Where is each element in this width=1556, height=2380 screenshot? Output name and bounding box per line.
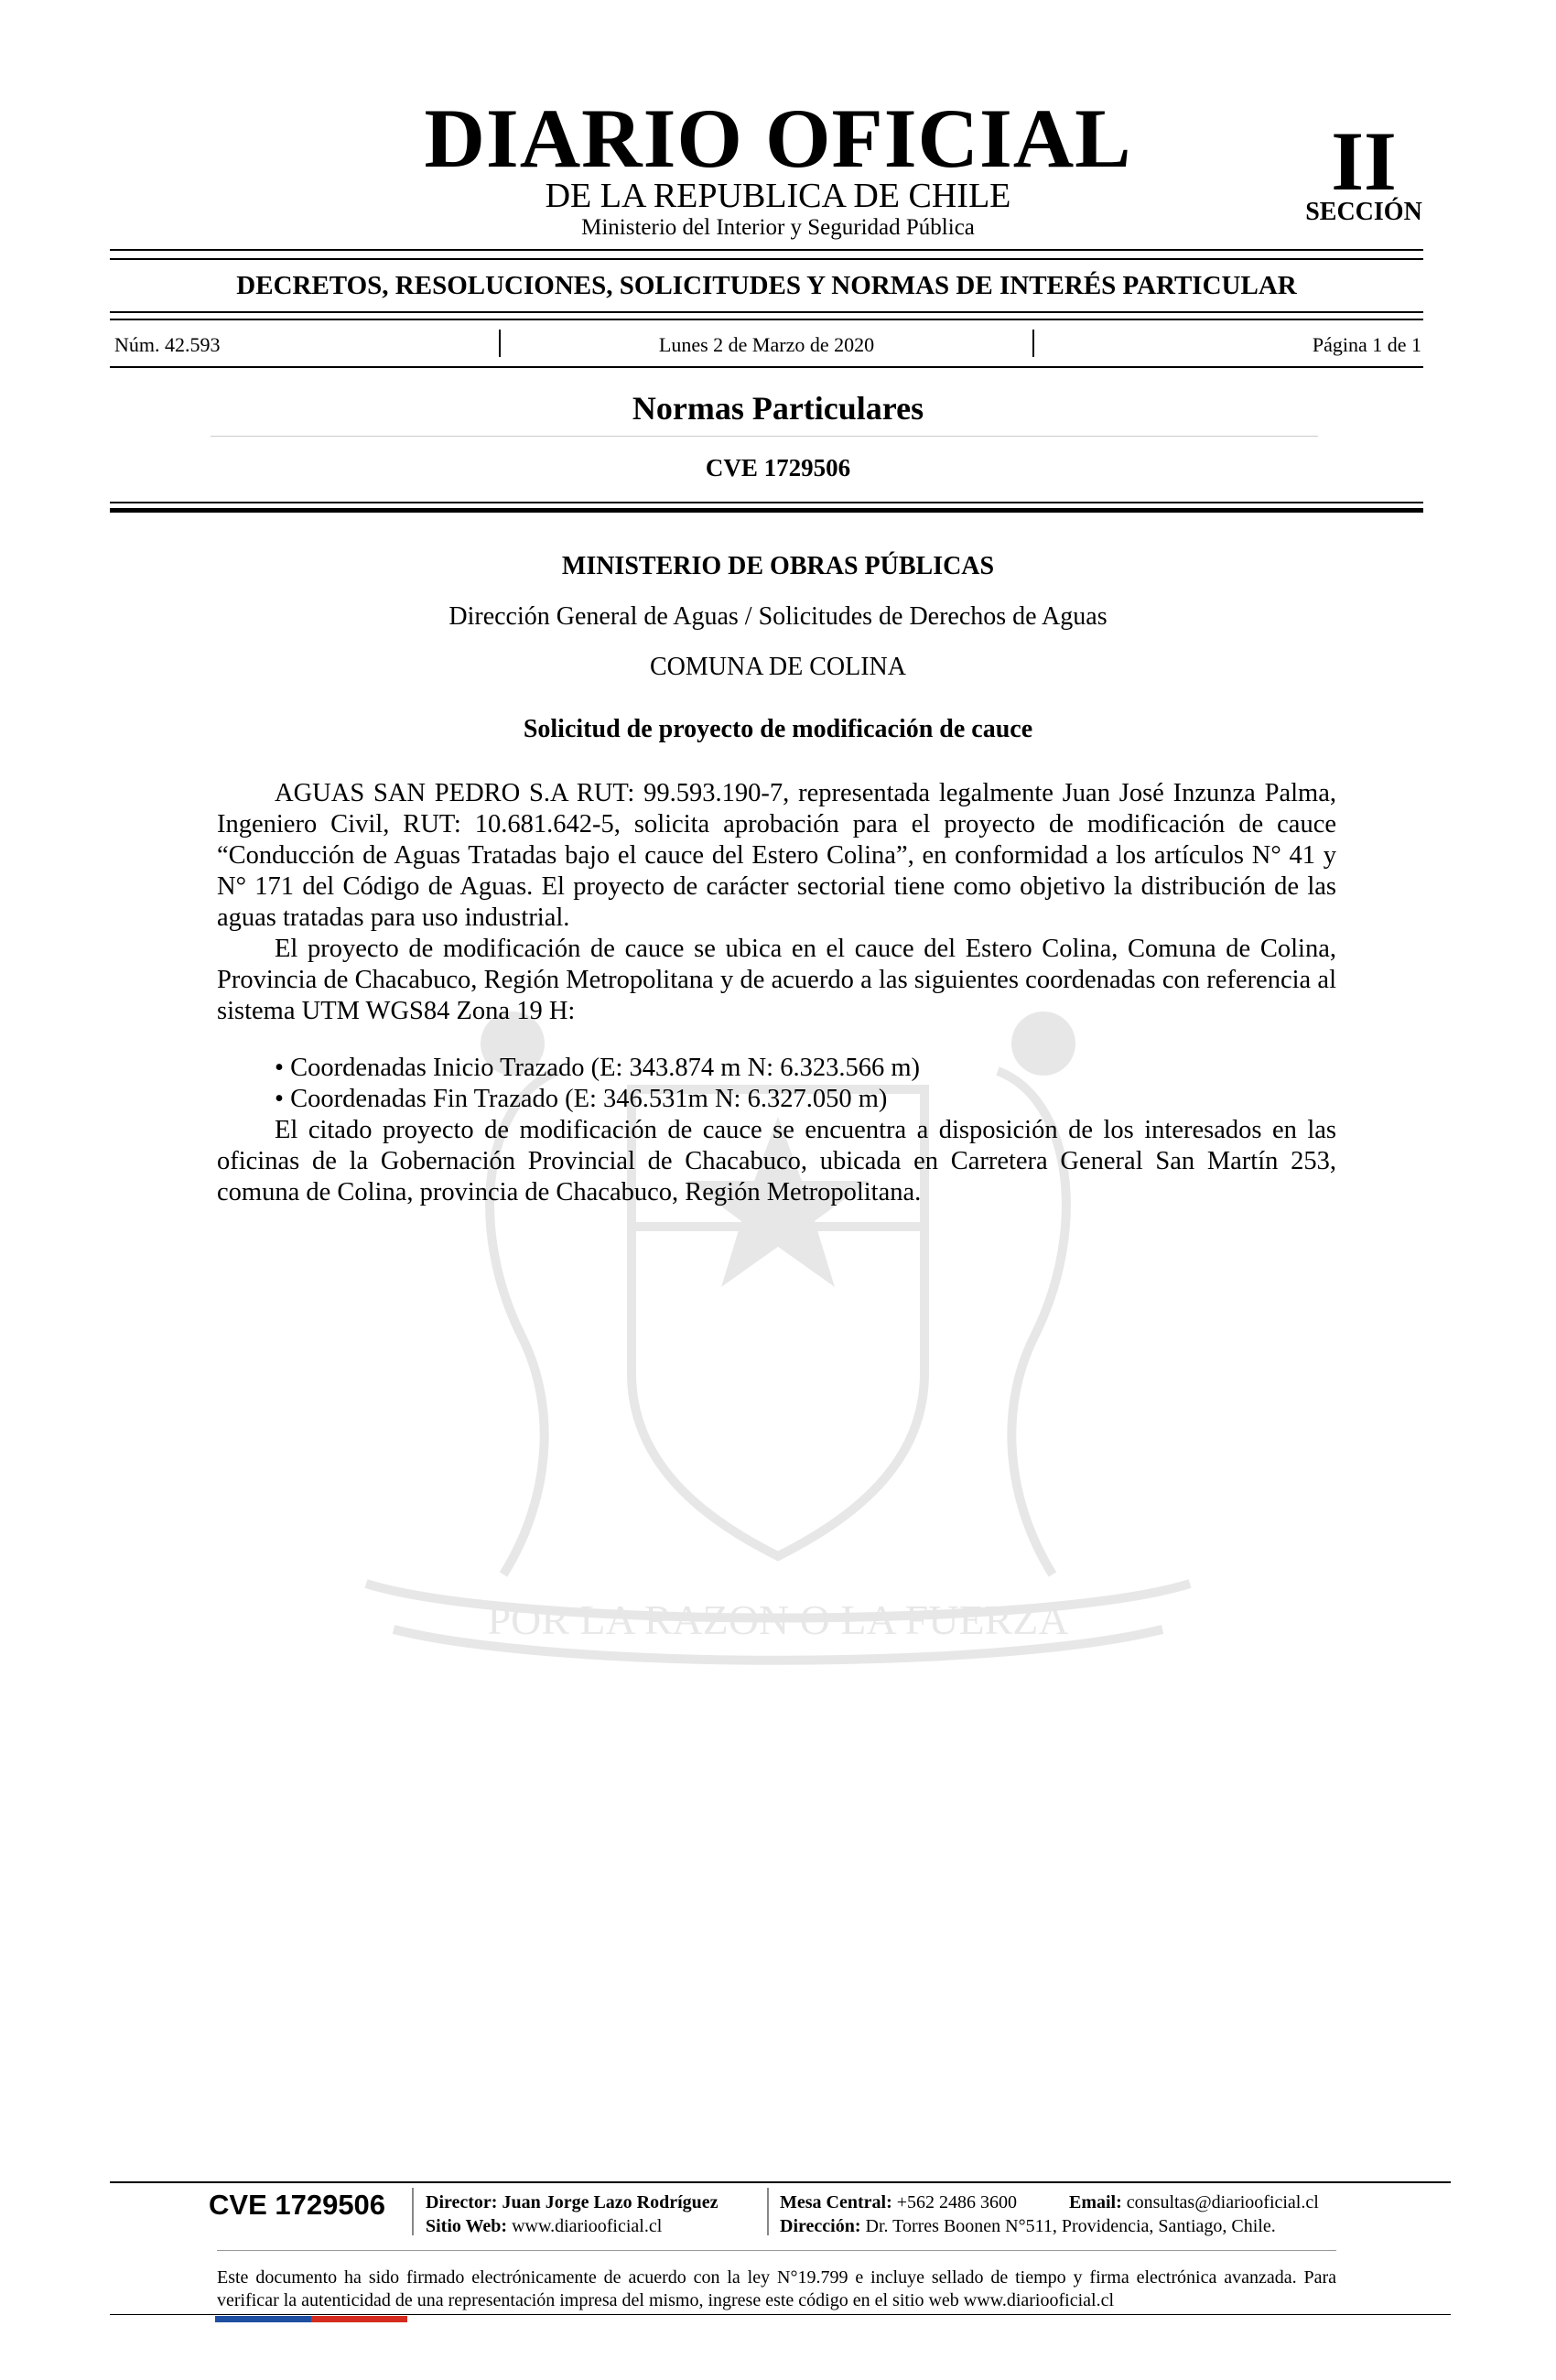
footer-cve-code: CVE 1729506 bbox=[209, 2189, 386, 2221]
coordinate-item: • Coordenadas Fin Trazado (E: 346.531m N: 6.327.050 m) bbox=[275, 1085, 888, 1113]
flag-stripe-blue bbox=[215, 2316, 311, 2322]
notice-directorate: Dirección General de Aguas / Solicitudes de Derechos de Aguas bbox=[448, 602, 1108, 631]
footer-legal-notice: Este documento ha sido firmado electrónicamente de acuerdo con la ley N°19.799 e incluye sellado de tiempo y firma electrónica avanzada. Para verificar la autenticidad de una representación impresa del mismo, ingrese este código en el sitio web www.diariooficial.cl bbox=[217, 2267, 1336, 2310]
divider bbox=[110, 258, 1423, 260]
footer-divider bbox=[110, 2181, 1451, 2183]
issue-number: Núm. 42.593 bbox=[114, 333, 221, 356]
notice-paragraph: El citado proyecto de modificación de cauce se encuentra a disposición de los interesados en las oficinas de la Gobernación Provincial de Chacabuco, ubicada en Carretera General San Martín 253, comuna de Colina, provincia de Chacabuco, Región Metropolitana. bbox=[217, 1116, 1336, 1206]
notice-paragraph: AGUAS SAN PEDRO S.A RUT: 99.593.190-7, representada legalmente Juan José Inzunza Palma, Ingeniero Civil, RUT: 10.681.642-5, solicita aprobación para el proyecto de modificación de cauce “Conducción de Aguas Tratadas bajo el cauce del Estero Colina”, en conformidad a los artículos N° 41 y N° 171 del Código de Aguas. El proyecto de carácter sectorial tiene como objetivo la distribución de las aguas tratadas para uso industrial. bbox=[217, 779, 1336, 932]
coordinate-item: • Coordenadas Inicio Trazado (E: 343.874 m N: 6.323.566 m) bbox=[275, 1054, 920, 1082]
footer-email[interactable]: Email: consultas@diariooficial.cl bbox=[1069, 2192, 1319, 2212]
footer-divider bbox=[110, 2314, 1451, 2315]
watermark-motto: POR LA RAZON O LA FUERZA bbox=[487, 1596, 1069, 1643]
footer-website[interactable]: Sitio Web: www.diariooficial.cl bbox=[426, 2216, 663, 2236]
notice-paragraph: El proyecto de modificación de cauce se ubica en el cauce del Estero Colina, Comuna de Colina, Provincia de Chacabuco, Región Metropolitana y de acuerdo a las siguientes coordenadas con referencia al sistema UTM WGS84 Zona 19 H: bbox=[217, 935, 1336, 1025]
info-separator bbox=[1032, 330, 1034, 357]
category-heading: Normas Particulares bbox=[632, 390, 924, 427]
masthead-subtitle: DE LA REPUBLICA DE CHILE bbox=[545, 177, 1011, 215]
divider bbox=[110, 311, 1423, 313]
issue-date: Lunes 2 de Marzo de 2020 bbox=[658, 333, 875, 356]
page-indicator: Página 1 de 1 bbox=[1312, 333, 1421, 356]
footer-director: Director: Juan Jorge Lazo Rodríguez bbox=[426, 2192, 719, 2212]
footer-separator bbox=[767, 2188, 769, 2235]
footer-thin-divider bbox=[217, 2250, 1336, 2251]
divider bbox=[110, 508, 1423, 513]
divider bbox=[110, 502, 1423, 503]
footer-phone: Mesa Central: +562 2486 3600 bbox=[780, 2192, 1018, 2212]
section-banner: DECRETOS, RESOLUCIONES, SOLICITUDES Y NORMAS DE INTERÉS PARTICULAR bbox=[236, 271, 1297, 300]
footer-address: Dirección: Dr. Torres Boonen N°511, Providencia, Santiago, Chile. bbox=[780, 2216, 1276, 2236]
divider bbox=[110, 319, 1423, 320]
divider bbox=[110, 249, 1423, 251]
section-label: SECCIÓN bbox=[1305, 198, 1422, 226]
flag-stripe-red bbox=[311, 2316, 407, 2322]
masthead-title: DIARIO OFICIAL bbox=[424, 92, 1132, 185]
divider bbox=[110, 366, 1423, 368]
notice-comuna: COMUNA DE COLINA bbox=[650, 653, 906, 681]
notice-body bbox=[217, 778, 1336, 1208]
masthead-ministry: Ministerio del Interior y Seguridad Pública bbox=[581, 215, 975, 240]
footer-separator bbox=[412, 2188, 414, 2235]
section-number: II bbox=[1331, 114, 1397, 208]
cve-code: CVE 1729506 bbox=[705, 454, 851, 481]
notice-title: Solicitud de proyecto de modificación de cauce bbox=[523, 715, 1033, 743]
notice-ministry: MINISTERIO DE OBRAS PÚBLICAS bbox=[561, 552, 995, 580]
thin-divider bbox=[211, 436, 1318, 437]
